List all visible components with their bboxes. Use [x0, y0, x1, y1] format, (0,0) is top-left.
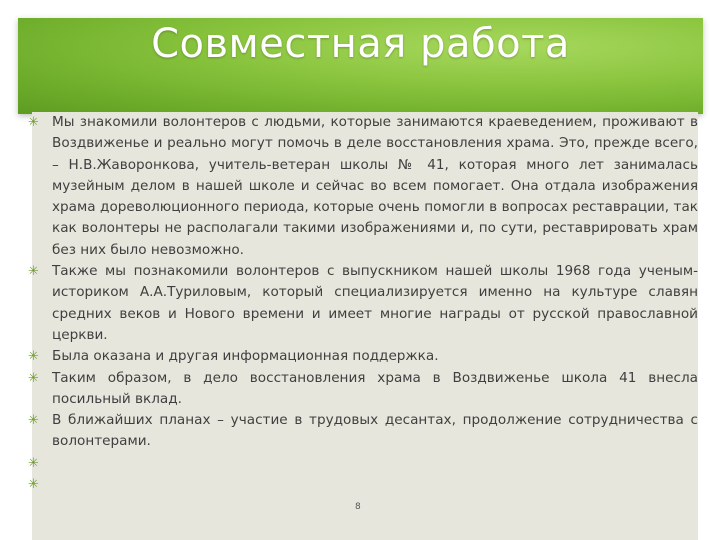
bullet-icon: ✳	[28, 455, 39, 471]
list-item	[28, 474, 698, 495]
list-item-text	[52, 476, 56, 492]
list-item	[28, 368, 698, 411]
slide-number: 8	[355, 502, 361, 512]
list-item-text	[52, 455, 56, 471]
bullet-icon: ✳	[28, 349, 39, 365]
list-item-text: В ближайших планах – участие в трудовых десантах, продолжение сотрудничества с волонтерами.	[52, 412, 698, 450]
slide-content	[28, 112, 698, 540]
bullet-icon: ✳	[28, 264, 39, 280]
bullet-icon: ✳	[28, 370, 39, 386]
list-item-text: Таким образом, в дело восстановления храма в Воздвиженье школа 41 внесла посильный вклад.	[52, 369, 698, 407]
bullet-icon: ✳	[28, 115, 39, 130]
list-item-text: Мы знакомили волонтеров с людьми, которые занимаются краеведением, проживают в Воздвиженье и реально могут помочь в деле восстановления храма. Это, прежде всего, – Н.В.Жаворонкова, учитель-ветеран школы № 41, которая много лет занималась музейным делом в нашей школе и сейчас во всем помогает. Она отдала изображения храма дореволюционного периода, которые очень помогли в вопросах реставрации, так как волонтеры не располагали такими изображениями и, по сути, реставрировать храм без них было невозможно.	[52, 114, 698, 258]
list-item	[28, 410, 698, 453]
list-item-text: Также мы познакомили волонтеров с выпускником нашей школы 1968 года ученым-историком А.А.Туриловым, который специализируется именно на культуре славян средних веков и Нового времени и имеет многие награды от русской православной церкви.	[52, 263, 698, 343]
bullet-icon: ✳	[28, 477, 39, 493]
list-item	[28, 112, 698, 261]
list-item	[28, 261, 698, 346]
bullet-list	[28, 112, 698, 495]
list-item	[28, 453, 698, 474]
list-item-text: Была оказана и другая информационная поддержка.	[52, 348, 439, 365]
list-item	[28, 346, 698, 367]
bullet-icon: ✳	[28, 413, 39, 429]
slide-header	[18, 18, 703, 114]
slide-title: Совместная работа	[151, 21, 570, 67]
